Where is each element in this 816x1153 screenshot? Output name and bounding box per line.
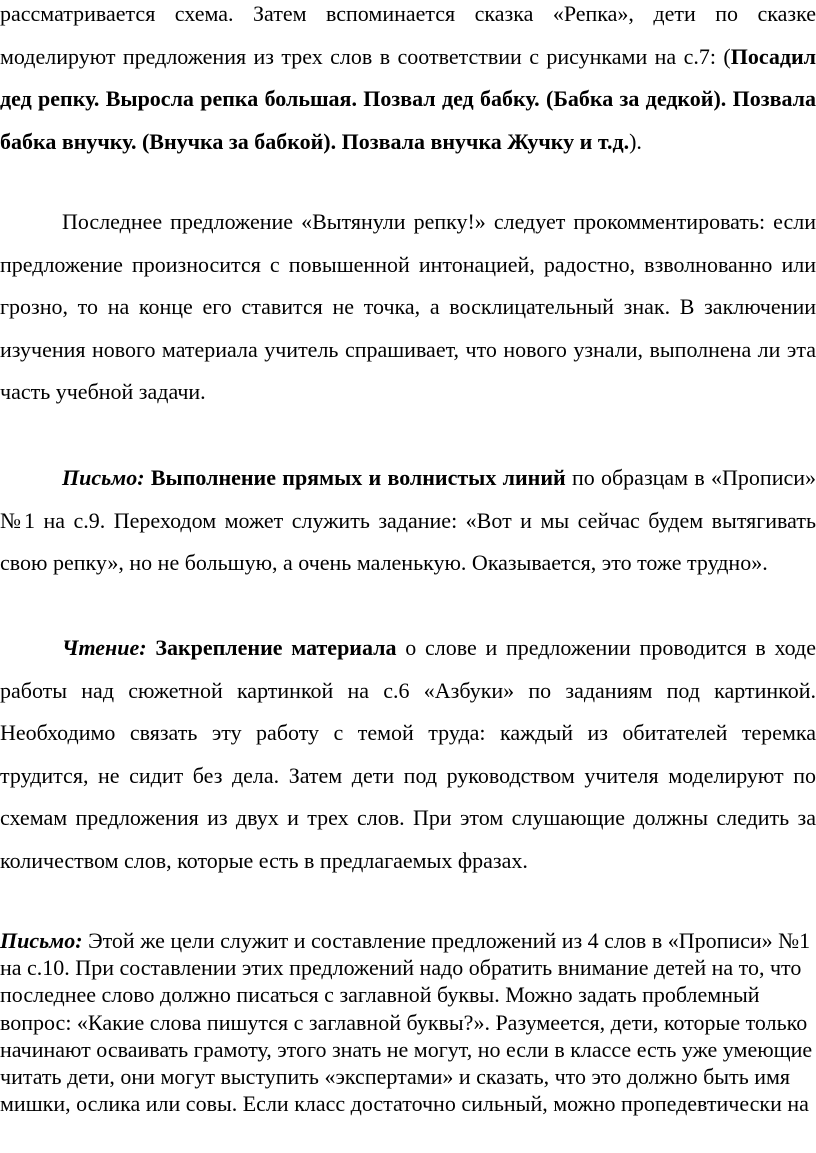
paragraph-text: о слове и предложении проводится в ходе работы над сюжетной картинкой на с.6 «Азбуки» по заданиям под картинкой. Необходимо связать эту работу с темой труда: каждый из обитателей теремка трудится, не сидит без дела. Затем дети под руководством учителя моделируют по схемам предложения из двух и трех слов. При этом слушающие должны следить за количеством слов, которые есть в предлагаемых фразах. — [0, 635, 816, 873]
paragraph-last-sentence — [0, 201, 816, 414]
paragraph-repka-fairytale — [0, 0, 816, 163]
bold-topic-material: Закрепление материала — [155, 635, 397, 660]
paragraph-pismo-four-words — [0, 927, 816, 1117]
bold-sentence-examples: Посадил дед репку. Выросла репка большая. Позвал дед бабку. (Бабка за дедкой). Позвала бабка внучку. (Внучка за бабкой). Позвала внучка Жучку и т.д. — [0, 43, 816, 154]
bold-topic-lines: Выполнение прямых и волнистых линий — [150, 465, 566, 490]
paragraph-chtenie — [0, 627, 816, 882]
paragraph-text: по образцам в «Прописи» №1 на с.9. Переходом может служить задание: «Вот и мы сейчас будем вытягивать свою репку», но не большую, а очень маленькую. Оказывается, это тоже трудно». — [0, 465, 816, 575]
section-label-pismo: Письмо: — [62, 465, 145, 490]
paragraph-text: Последнее предложение «Вытянули репку!» следует прокомментировать: если предложение произносится с повышенной интонацией, радостно, взволнованно или грозно, то на конце его ставится не точка, а восклицательный знак. В заключении изучения нового материала учитель спрашивает, что нового узнали, выполнена ли эта часть учебной задачи. — [0, 209, 816, 404]
paragraph-text: Этой же цели служит и составление предложений из 4 слов в «Прописи» №1 на с.10. При составлении этих предложений надо обратить внимание детей на то, что последнее слово должно писаться с заглавной буквы. Можно задать проблемный вопрос: «Какие слова пишутся с заглавной буквы?». Разумеется, дети, которые только начинают осваивать грамоту, этого знать не могут, но если в классе есть уже умеющие читать дети, они могут выступить «экспертами» и сказать, что это должно быть имя мишки, ослика или совы. Если класс достаточно сильный, можно пропедевтически на — [0, 928, 813, 1117]
paragraph-text: ). — [629, 128, 642, 154]
paragraph-pismo-lines — [0, 457, 816, 585]
section-label-pismo: Письмо: — [0, 928, 83, 953]
paragraph-text: рассматривается схема. Затем вспоминается сказка «Репка», дети по сказке моделируют предложения из трех слов в соответствии с рисунками на с.7: ( — [0, 1, 816, 69]
section-label-chtenie: Чтение: — [62, 635, 147, 660]
